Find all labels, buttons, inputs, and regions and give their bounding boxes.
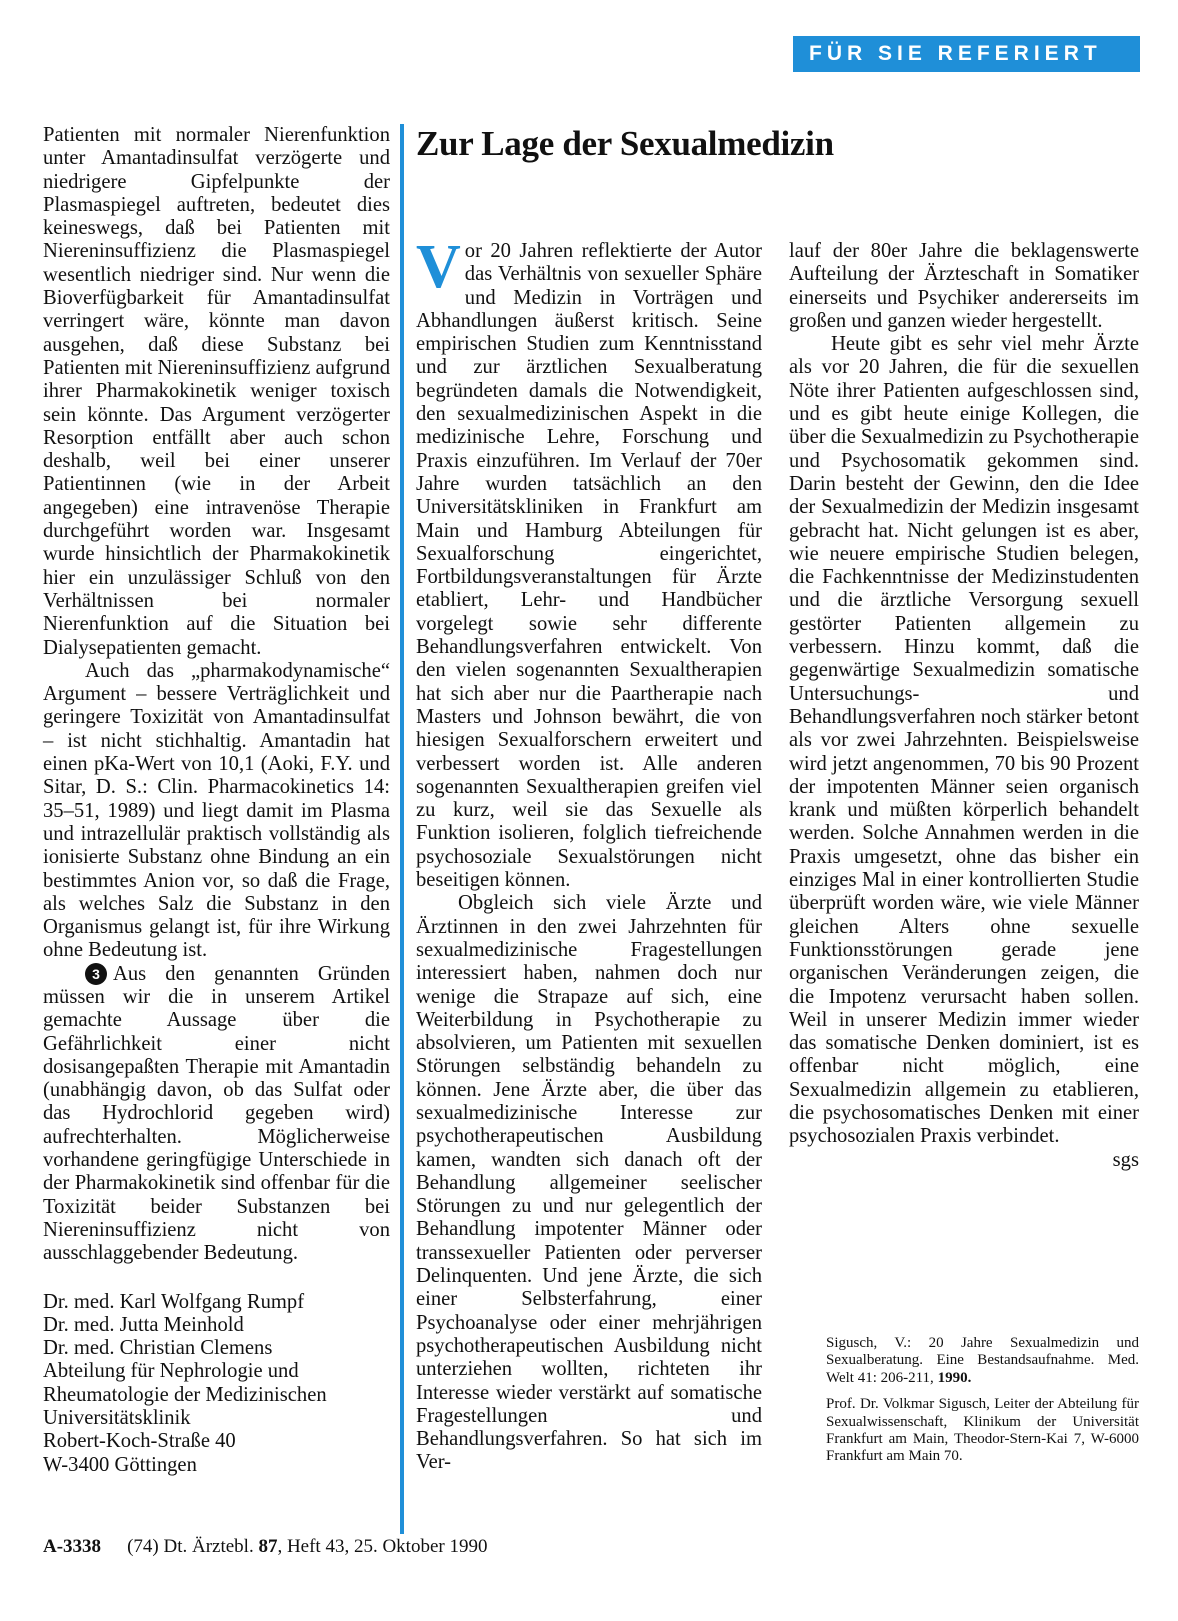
column-divider bbox=[400, 124, 404, 1534]
article-column-2 bbox=[789, 240, 1139, 1172]
author-note: Prof. Dr. Volkmar Sigusch, Leiter der Abteilung für Sexualwissenschaft, Klinikum der Universität Frankfurt am Main, Theodor-Stern-Kai 7, W-6000 Frankfurt am Main 70. bbox=[826, 1396, 1139, 1465]
article-paragraph: Heute gibt es sehr viel mehr Ärzte als vor 20 Jahren, die für die sexuellen Nöte ihrer Patienten aufgeschlossen sind, und es gibt heute einige Kollegen, die über die Sexualmedizin zu Psychotherapie und Psychosomatik gekommen sind. Darin besteht der Gewinn, den die Idee der Sexualmedizin der Medizin insgesamt gebracht hat. Nicht gelungen ist es aber, wie neuere empirische Studien belegen, die Fachkenntnisse der Medizinstudenten und die ärztliche Versorgung sexuell gestörter Patienten allgemein zu verbessern. Hinzu kommt, daß die gegenwärtige Sexualmedizin somatische Untersuchungs- und Behandlungsverfahren noch stärker betont als vor zwei Jahrzehnten. Beispielsweise wird jetzt angenommen, 70 bis 90 Prozent der impotenten Männer seien organisch krank und müßten körperlich behandelt werden. Solche Annahmen werden in die Praxis umgesetzt, ohne das bisher ein einziges Mal in einer kontrollierten Studie überprüft worden wäre, wie viele Männer gleichen Alters ohne sexuelle Funktionsstörungen gerade jene organischen Veränderungen zeigen, die die Impotenz verursacht haben sollen. Weil in unserer Medizin immer wieder das somatische Denken dominiert, ist es offenbar nicht möglich, eine Sexualmedizin allgemein zu etablieren, die psychosomatisches Denken mit einer psychosozialen Praxis verbindet. bbox=[789, 333, 1139, 1148]
address-line: Dr. med. Christian Clemens bbox=[43, 1337, 273, 1360]
address-line: Universitätsklinik bbox=[43, 1407, 191, 1430]
author-address bbox=[43, 1291, 390, 1477]
citation-suffix: , Heft 43, 25. Oktober 1990 bbox=[277, 1536, 488, 1557]
address-line: Abteilung für Nephrologie und bbox=[43, 1360, 299, 1383]
reference-year: 1990. bbox=[937, 1369, 972, 1386]
letter-column bbox=[43, 124, 390, 1477]
article-column-1 bbox=[416, 233, 762, 1475]
address-line: W-3400 Göttingen bbox=[43, 1453, 197, 1476]
reference bbox=[826, 1335, 1139, 1387]
letter-paragraph: Auch das „pharmakodynamische“ Argument – bessere Verträglichkeit und geringere Toxizität von Amantadinsulfat – ist nicht stichhaltig. Amantadin hat einen pKa-Wert von 10,1 (Aoki, F.Y. und Sitar, D. S.: Clin. Pharmacokinetics 14: 35–51, 1989) und liegt damit im Plasma und intrazellulär praktisch vollständig als ionisierte Substanz ohne Bindung an ein bestimmtes Anion vor, so daß die Frage, als welches Salz die Substanz in den Organismus gelangt ist, für ihre Wirkung ohne Bedeutung ist. bbox=[43, 659, 390, 962]
article-paragraph-text: or 20 Jahren reflektierte der Autor das Verhältnis von sexueller Sphäre und Medizin in Vorträgen und Abhandlungen äußerst kritisch. Seine empirischen Studien zum Kenntnisstand und zur ärztlichen Sexualberatung begründeten damals die Notwendigkeit, den sexualmedizinischen Aspekt in die medizinische Lehre, Forschung und Praxis einzuführen. Im Verlauf der 70er Jahre wurden tatsächlich an den Universitätskliniken in Frankfurt am Main und Hamburg Abteilungen für Sexualforschung eingerichtet, Fortbildungsveranstaltungen für Ärzte etabliert, Lehr- und Handbücher vorgelegt sowie sehr differente Behandlungsverfahren entwickelt. Von den vielen sogenannten Sexualtherapien hat sich aber nur die Paartherapie nach Masters und Johnson bewährt, die von hiesigen Sexualforschern erweitert und verbessert worden ist. Alle anderen sogenannten Sexualtherapien greifen viel zu kurz, weil sie das Sexuelle als Funktion isolieren, folglich tiefreichende psychosoziale Sexualstörungen nicht beseitigen können. bbox=[416, 240, 762, 892]
page-number: A-3338 bbox=[43, 1536, 102, 1557]
author-initials: sgs bbox=[1112, 1148, 1139, 1171]
article-title: Zur Lage der Sexualmedizin bbox=[416, 124, 834, 163]
address-line: Rheumatologie der Medizinischen bbox=[43, 1383, 327, 1406]
numbered-bullet: 3 bbox=[85, 963, 107, 985]
address-line: Dr. med. Karl Wolfgang Rumpf bbox=[43, 1290, 305, 1313]
address-line: Dr. med. Jutta Meinhold bbox=[43, 1313, 244, 1336]
citation-prefix: (74) Dt. Ärztebl. bbox=[127, 1536, 259, 1557]
article-paragraph: Obgleich sich viele Ärzte und Ärztinnen in den zwei Jahrzehnten für sexualmedizinische Fragestellungen interessiert haben, nahmen doch nur wenige die Strapaze auf sich, eine Weiterbildung in Psychotherapie zu absolvieren, um Patienten mit sexuellen Störungen selbständig behandeln zu können. Jene Ärzte aber, die über das sexualmedizinische Interesse zur psychotherapeutischen Ausbildung kamen, wandten sich danach oft der Behandlung allgemeiner seelischer Störungen zu und nur gelegentlich der Behandlung impotenter Männer oder transsexueller Patienten oder perverser Delinquenten. Und jene Ärzte, die sich einer Selbsterfahrung, einer Psychoanalyse oder einer mehrjährigen psychotherapeutischen Ausbildung nicht unterziehen wollten, richteten ihr Interesse wieder verstärkt auf somatische Fragestellungen und Behandlungsverfahren. So hat sich im Ver- bbox=[416, 892, 762, 1474]
drop-cap: V bbox=[416, 233, 461, 301]
section-label: FÜR SIE REFERIERT bbox=[793, 36, 1140, 72]
page-footer bbox=[43, 1536, 487, 1558]
volume-number: 87 bbox=[258, 1536, 278, 1557]
letter-paragraph-text: Aus den genannten Gründen müssen wir die in unserem Artikel gemachte Aussage über die Gefährlichkeit einer nicht dosisangepaßten Therapie mit Amantadin (unabhängig davon, ob das Sulfat oder das Hydrochlorid gegeben wird) aufrechterhalten. Möglicherweise vorhandene geringfügige Unterschiede in der Pharmakokinetik sind offenbar für die Toxizität beider Substanzen bei Niereninsuffizienz nicht von ausschlaggebender Bedeutung. bbox=[43, 962, 390, 1265]
address-line: Robert-Koch-Straße 40 bbox=[43, 1430, 236, 1453]
letter-paragraph: Patienten mit normaler Nierenfunktion unter Amantadinsulfat verzögerte und niedrigere Gipfelpunkte der Plasmaspiegel auftreten, bedeutet dies keineswegs, daß bei Patienten mit Niereninsuffizienz die Plasmaspiegel wesentlich niedriger sind. Nur wenn die Bioverfügbarkeit für Amantadinsulfat verringert wäre, könnte man davon ausgehen, daß diese Substanz bei Patienten mit Niereninsuffizienz aufgrund ihrer Pharmakokinetik weniger toxisch sein könnte. Das Argument verzögerter Resorption entfällt aber auch schon deshalb, weil bei einer unserer Patientinnen (wie in der Arbeit angegeben) eine intravenöse Therapie durchgeführt worden war. Insgesamt wurde hinsichtlich der Pharmakokinetik hier ein unzulässiger Schluß von den Verhältnissen bei normaler Nierenfunktion auf die Situation bei Dialysepatienten gemacht. bbox=[43, 124, 390, 659]
article-paragraph: lauf der 80er Jahre die beklagenswerte Aufteilung der Ärzteschaft in Somatiker einerseits und Psychiker andererseits im großen und ganzen wieder hergestellt. bbox=[789, 240, 1139, 332]
reference-block bbox=[826, 1335, 1139, 1475]
reference-text: Sigusch, V.: 20 Jahre Sexualmedizin und Sexualberatung. Eine Bestandsaufnahme. Med. Welt 41: 206-211, bbox=[826, 1335, 1139, 1386]
article-paragraph bbox=[416, 233, 762, 892]
letter-paragraph bbox=[43, 963, 390, 1266]
